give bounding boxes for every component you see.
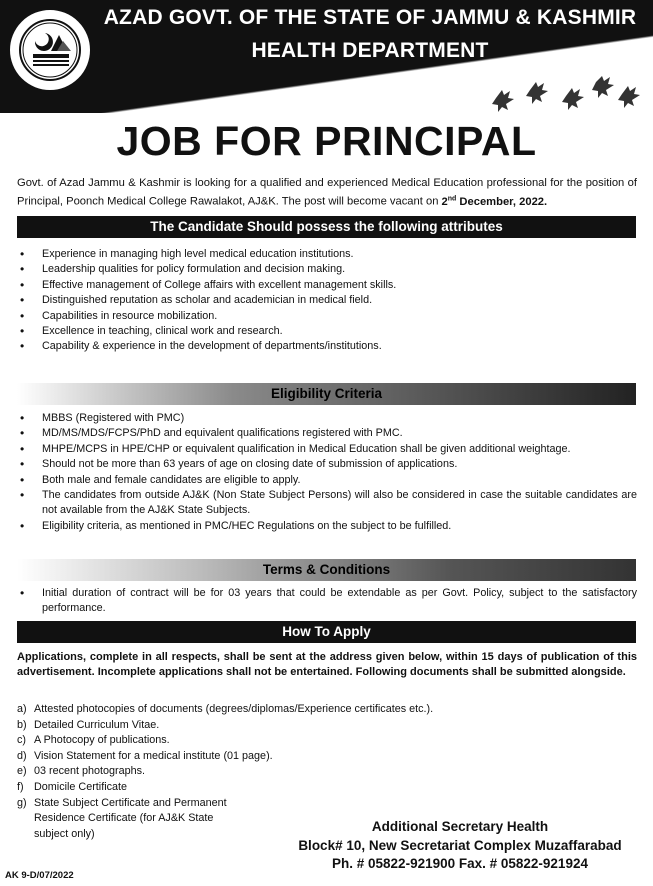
list-item: • Excellence in teaching, clinical work and research. bbox=[20, 324, 396, 339]
address-line-1: Additional Secretary Health bbox=[371, 819, 549, 834]
intro-paragraph bbox=[17, 176, 637, 210]
list-item: • Capability & experience in the development of departments/institutions. bbox=[20, 339, 396, 354]
chinar-leaves-icon bbox=[488, 76, 648, 112]
list-item: • MBBS (Registered with PMC) bbox=[20, 411, 637, 426]
list-item: • The candidates from outside AJ&K (Non State Subject Persons) will also be considered in case the suitable candidates are not available from the AJ&K State Subjects. bbox=[20, 488, 637, 519]
list-item: • Capabilities in resource mobilization. bbox=[20, 309, 396, 324]
list-item: • Eligibility criteria, as mentioned in PMC/HEC Regulations on the subject to be fulfilled. bbox=[20, 519, 637, 534]
header-line-1: AZAD GOVT. OF THE STATE OF JAMMU & KASHMIR bbox=[103, 6, 637, 29]
vacancy-date-suffix: nd bbox=[447, 195, 457, 202]
list-item: e) 03 recent photographs. bbox=[17, 765, 146, 778]
list-item: • Leadership qualities for policy formulation and decision making. bbox=[20, 262, 396, 277]
terms-heading: Terms & Conditions bbox=[17, 559, 636, 581]
address-line-2: Block# 10, New Secretariat Complex Muzaffarabad bbox=[298, 837, 622, 853]
list-item: f) Domicile Certificate bbox=[17, 780, 127, 793]
list-item: a) Attested photocopies of documents (degrees/diplomas/Experience certificates etc.). bbox=[17, 703, 434, 715]
eligibility-heading: Eligibility Criteria bbox=[17, 383, 636, 405]
vacancy-date-rest: December, 2022. bbox=[456, 195, 548, 208]
list-item: d) Vision Statement for a medical institute (01 page). bbox=[17, 749, 273, 762]
how-to-apply-heading: How To Apply bbox=[17, 621, 636, 643]
list-item: • Initial duration of contract will be for 03 years that could be extendable as per Govt. Policy, subject to the satisfactory performance. bbox=[20, 586, 637, 617]
list-item: • MHPE/MCPS in HPE/CHP or equivalent qualification in Medical Education shall be given additional weightage. bbox=[20, 442, 637, 457]
contact-address bbox=[270, 818, 650, 874]
list-item: b) Detailed Curriculum Vitae. bbox=[17, 718, 160, 731]
state-emblem-icon bbox=[10, 10, 90, 90]
list-item: • Distinguished reputation as scholar and academician in medical field. bbox=[20, 293, 396, 308]
apply-instructions: Applications, complete in all respects, shall be sent at the address given below, within 15 days of publication of this advertisement. Incomplete applications shall not be entertained. Following documents shall be submitted alongside. bbox=[17, 651, 637, 678]
list-item: • Effective management of College affairs with excellent management skills. bbox=[20, 278, 396, 293]
page-title: JOB FOR PRINCIPAL bbox=[116, 118, 537, 164]
terms-list bbox=[20, 586, 637, 617]
attributes-heading: The Candidate Should possess the following attributes bbox=[17, 216, 636, 238]
list-item: • Experience in managing high level medical education institutions. bbox=[20, 247, 396, 262]
header-line-2: HEALTH DEPARTMENT bbox=[251, 39, 489, 62]
list-item: • Should not be more than 63 years of age on closing date of submission of applications. bbox=[20, 457, 637, 472]
attributes-list bbox=[20, 247, 396, 355]
intro-text: Govt. of Azad Jammu & Kashmir is looking for a qualified and experienced Medical Education professional for the position of Principal, Poonch Medical College Rawalakot, AJ&K. The post will become vacant on bbox=[17, 177, 637, 208]
list-item: g) State Subject Certificate and Permanent Residence Certificate (for AJ&K State subject only) bbox=[17, 796, 227, 840]
list-item: • Both male and female candidates are eligible to apply. bbox=[20, 473, 637, 488]
vacancy-date-day: 2 bbox=[441, 195, 448, 208]
list-item: • MD/MS/MDS/FCPS/PhD and equivalent qualifications registered with PMC. bbox=[20, 426, 637, 441]
eligibility-list bbox=[20, 411, 637, 534]
reference-code: AK 9-D/07/2022 bbox=[5, 870, 74, 881]
list-item: c) A Photocopy of publications. bbox=[17, 734, 170, 747]
address-line-3: Ph. # 05822-921900 Fax. # 05822-921924 bbox=[332, 856, 588, 871]
